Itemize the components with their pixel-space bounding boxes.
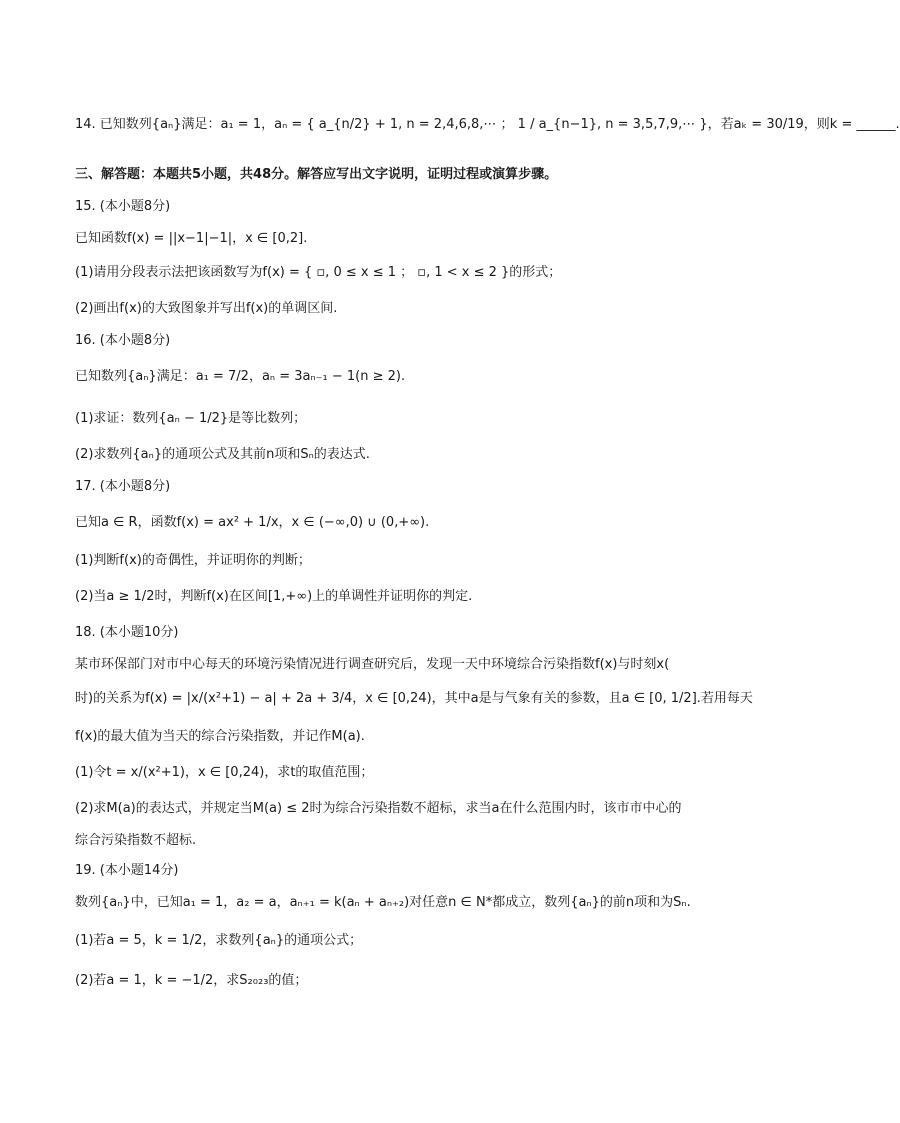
question-19-stem: 数列{aₙ}中，已知a₁ = 1，a₂ = a，aₙ₊₁ = k(aₙ + aₙ₊₂)对任意n ∈ N*都成立，数列{aₙ}的前n项和为Sₙ. [75, 895, 691, 910]
question-19-title: 19. (本小题14分) [75, 863, 179, 878]
question-15-stem: 已知函数f(x) = ||x−1|−1|，x ∈ [0,2]. [75, 231, 308, 246]
question-18-stem-line-2: 时)的关系为f(x) = |x/(x²+1) − a| + 2a + 3/4，x ∈ [0,24)，其中a是与气象有关的参数，且a ∈ [0, 1/2].若用每天 [75, 691, 753, 706]
question-15-part-2: (2)画出f(x)的大致图象并写出f(x)的单调区间. [75, 301, 338, 316]
question-16-stem: 已知数列{aₙ}满足：a₁ = 7/2，aₙ = 3aₙ₋₁ − 1(n ≥ 2). [75, 369, 406, 384]
question-18-stem-line-1: 某市环保部门对市中心每天的环境污染情况进行调查研究后，发现一天中环境综合污染指数f(x)与时刻x( [75, 657, 670, 672]
question-15-part-1: (1)请用分段表示法把该函数写为f(x) = { ▫, 0 ≤ x ≤ 1 ； ▫, 1 < x ≤ 2 }的形式； [75, 265, 562, 280]
question-18-stem-line-3: f(x)的最大值为当天的综合污染指数，并记作M(a). [75, 729, 365, 744]
question-16-part-2: (2)求数列{aₙ}的通项公式及其前n项和Sₙ的表达式. [75, 447, 370, 462]
question-18-part-2-line-2: 综合污染指数不超标. [75, 833, 197, 848]
question-14: 14. 已知数列{aₙ}满足：a₁ = 1，aₙ = { a_{n/2} + 1, n = 2,4,6,8,⋯ ； 1 / a_{n−1}, n = 3,5,7,9,⋯ }，若aₖ = 30/19，则k = ______. [75, 117, 900, 132]
question-18-part-2-line-1: (2)求M(a)的表达式，并规定当M(a) ≤ 2时为综合污染指数不超标，求当a在什么范围内时，该市市中心的 [75, 801, 682, 816]
question-16-title: 16. (本小题8分) [75, 333, 171, 348]
question-17-stem: 已知a ∈ R，函数f(x) = ax² + 1/x，x ∈ (−∞,0) ∪ (0,+∞). [75, 515, 430, 530]
question-18-part-1: (1)令t = x/(x²+1)，x ∈ [0,24)，求t的取值范围； [75, 765, 374, 780]
question-17-title: 17. (本小题8分) [75, 479, 171, 494]
question-18-title: 18. (本小题10分) [75, 625, 179, 640]
question-16-part-1: (1)求证：数列{aₙ − 1/2}是等比数列； [75, 411, 307, 426]
question-17-part-1: (1)判断f(x)的奇偶性，并证明你的判断； [75, 553, 311, 568]
section-3-heading: 三、解答题：本题共5小题，共48分。解答应写出文字说明，证明过程或演算步骤。 [75, 167, 558, 182]
question-17-part-2: (2)当a ≥ 1/2时，判断f(x)在区间[1,+∞)上的单调性并证明你的判定. [75, 589, 473, 604]
question-19-part-2: (2)若a = 1，k = −1/2，求S₂₀₂₃的值； [75, 973, 308, 988]
question-15-title: 15. (本小题8分) [75, 199, 171, 214]
question-19-part-1: (1)若a = 5，k = 1/2，求数列{aₙ}的通项公式； [75, 933, 363, 948]
